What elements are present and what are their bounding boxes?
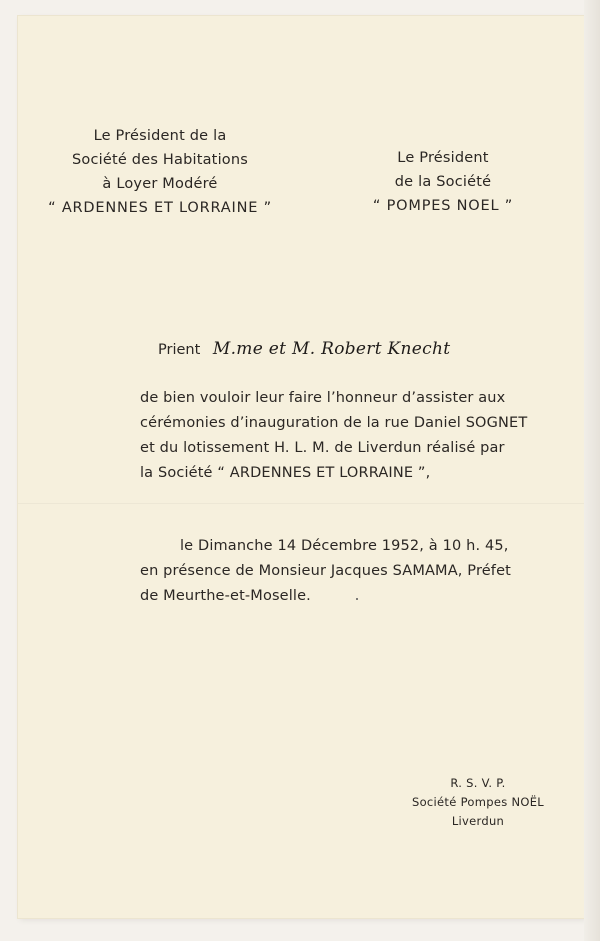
left-line-2: Société des Habitations bbox=[71, 152, 249, 168]
greeting-line bbox=[158, 337, 450, 362]
body-line-1: de bien vouloir leur faire l’honneur d’assister aux bbox=[140, 390, 506, 406]
rsvp-line-2: Société Pompes NOËL bbox=[412, 795, 544, 809]
date-line-1: le Dimanche 14 Décembre 1952, à 10 h. 45, bbox=[180, 538, 509, 554]
left-line-1: Le Président de la bbox=[93, 128, 227, 144]
date-line-2: en présence de Monsieur Jacques SAMAMA, Préfet bbox=[140, 563, 511, 579]
rsvp-block bbox=[398, 774, 558, 831]
right-line-2: de la Société bbox=[394, 174, 492, 190]
left-line-3: à Loyer Modéré bbox=[102, 176, 218, 192]
right-line-3: “ POMPES NOEL ” bbox=[372, 198, 514, 214]
fold-crease bbox=[18, 503, 584, 504]
date-line-3: de Meurthe-et-Moselle. bbox=[140, 588, 311, 604]
handwritten-names: M.me et M. Robert Knecht bbox=[212, 339, 451, 359]
page-edge bbox=[584, 0, 600, 941]
host-right-block bbox=[348, 146, 538, 218]
greeting-verb: Prient bbox=[158, 342, 201, 358]
body-line-2: cérémonies d’inauguration de la rue Daniel SOGNET bbox=[140, 415, 528, 431]
host-left-block bbox=[44, 124, 276, 220]
right-line-1: Le Président bbox=[397, 150, 489, 166]
ink-dot bbox=[356, 598, 358, 600]
date-paragraph bbox=[140, 534, 511, 609]
rsvp-line-1: R. S. V. P. bbox=[450, 776, 506, 790]
left-line-4: “ ARDENNES ET LORRAINE ” bbox=[48, 200, 272, 216]
rsvp-line-3: Liverdun bbox=[451, 814, 505, 828]
body-line-4: la Société “ ARDENNES ET LORRAINE ”, bbox=[140, 465, 431, 481]
body-paragraph bbox=[140, 386, 527, 486]
body-line-3: et du lotissement H. L. M. de Liverdun réalisé par bbox=[140, 440, 505, 456]
